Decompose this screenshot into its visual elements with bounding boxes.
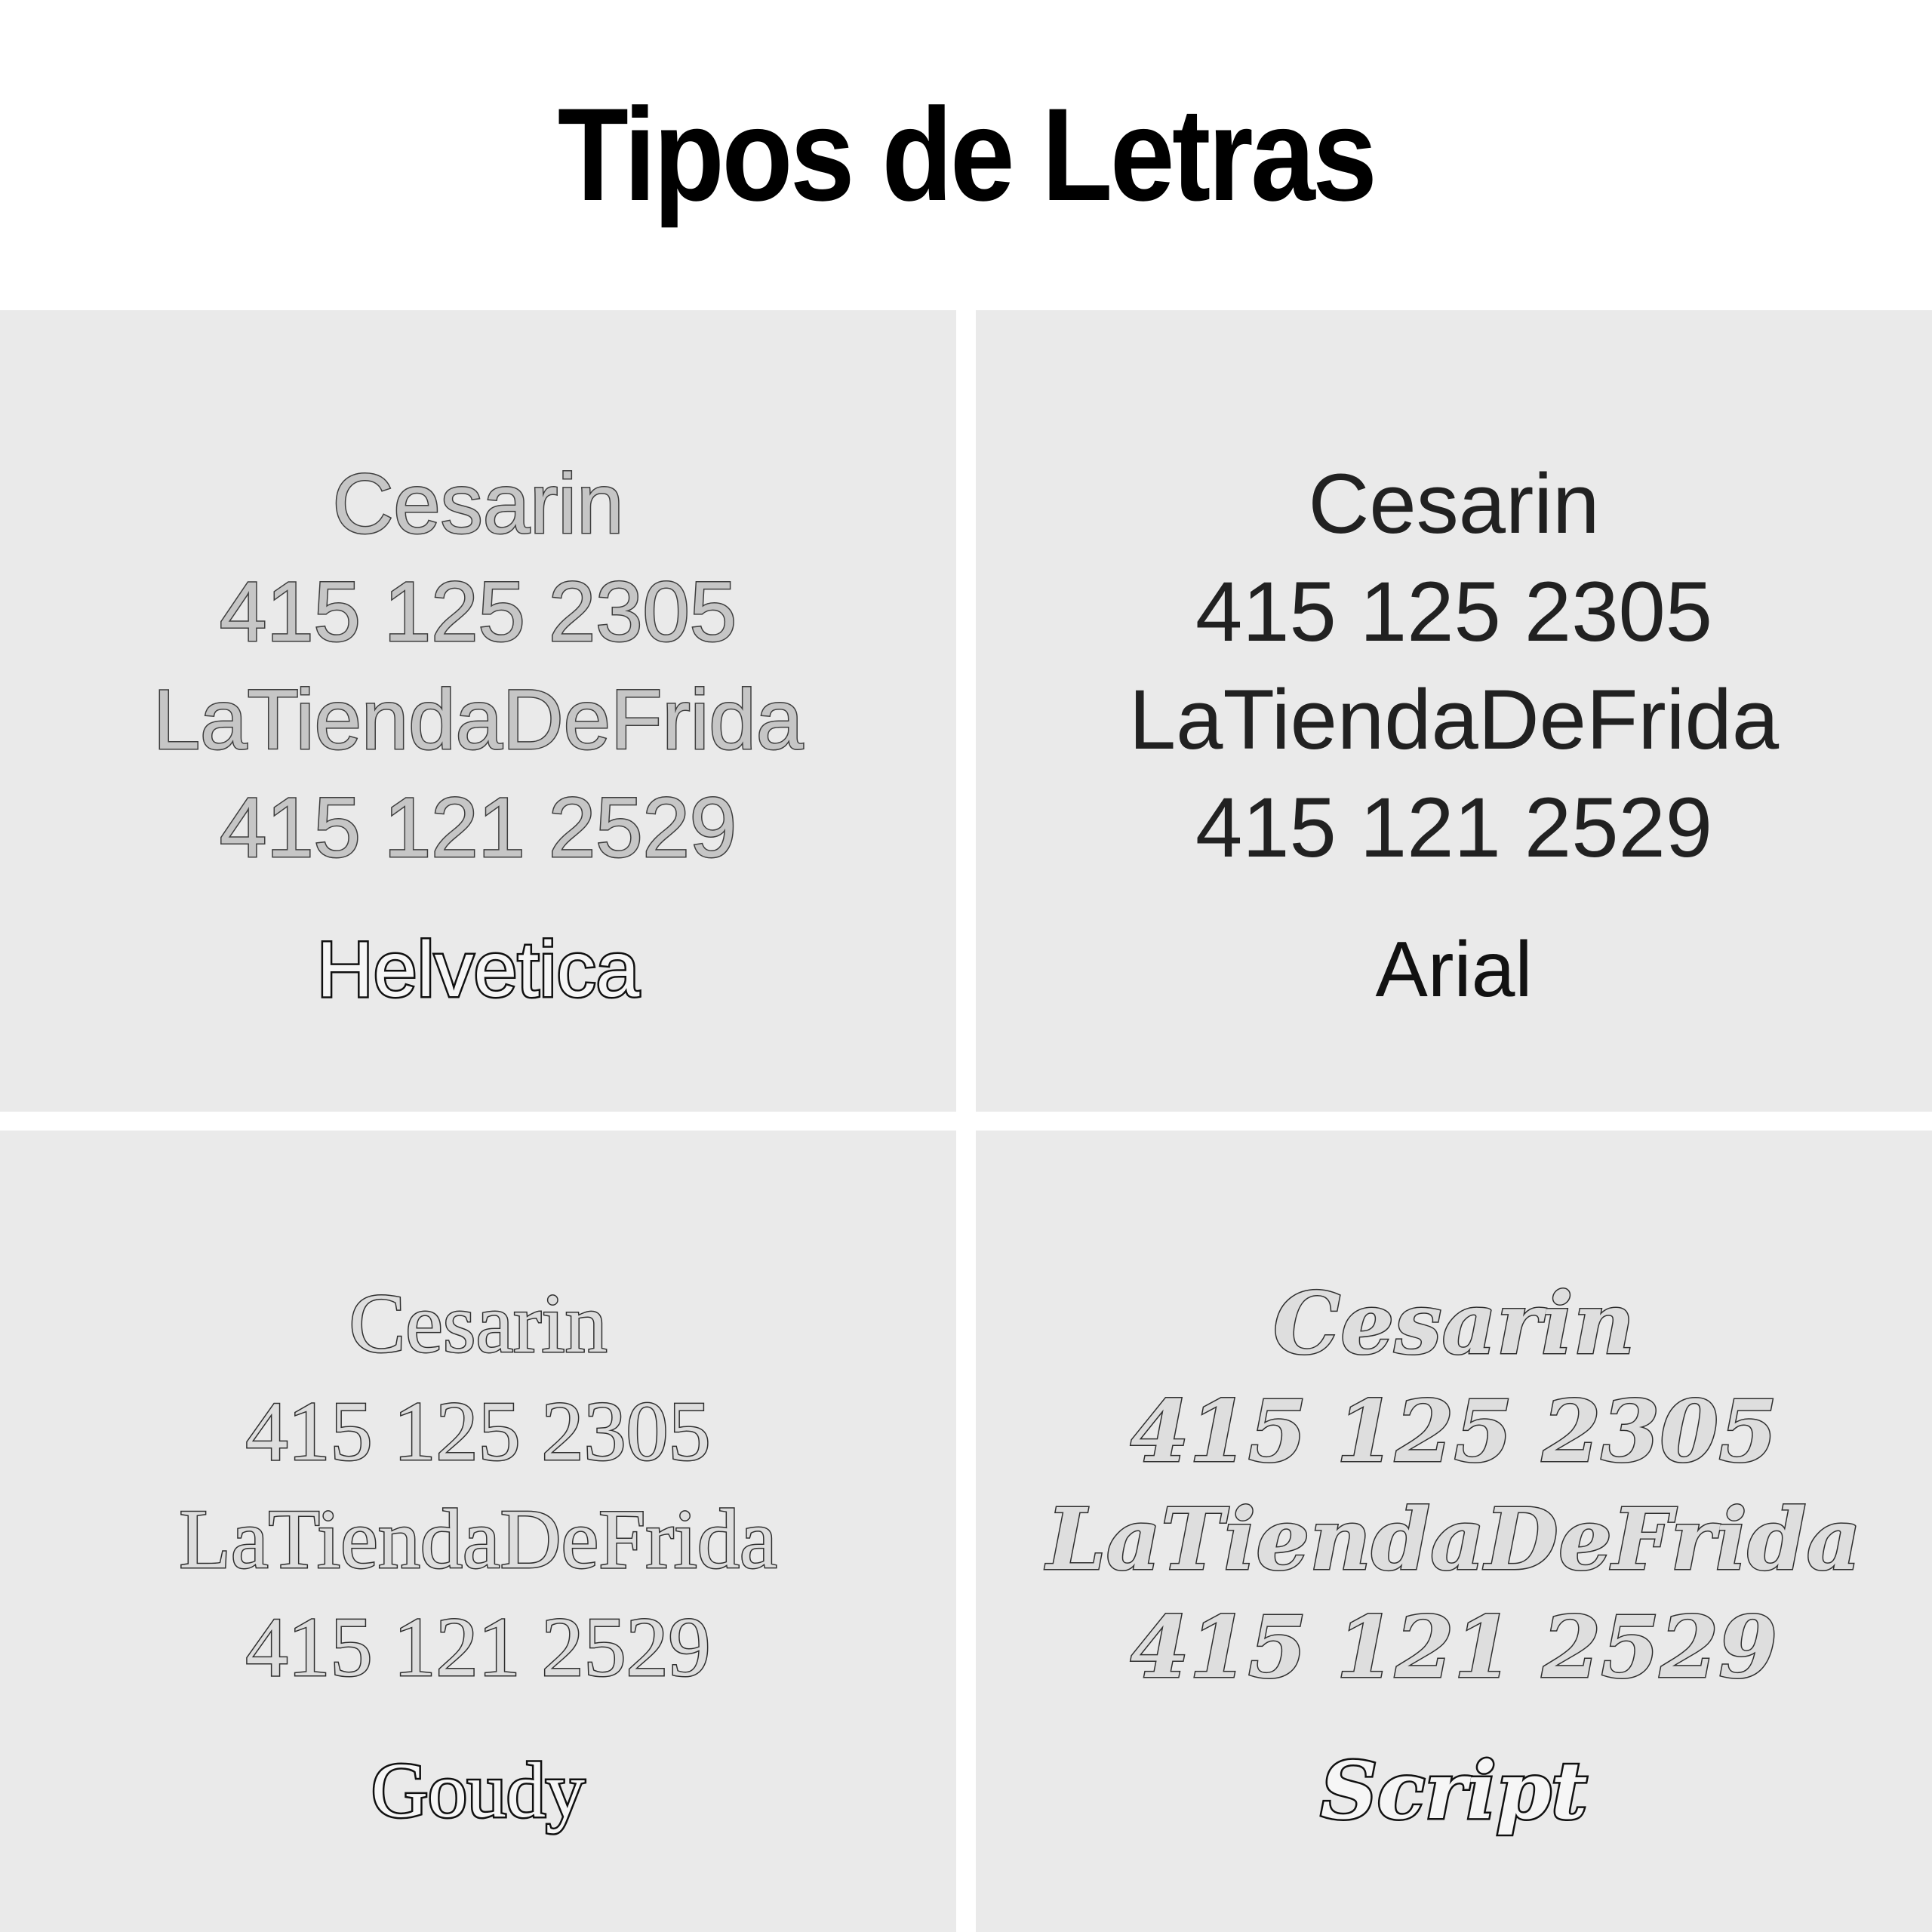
sample-line: 415 125 2305 [245, 1385, 711, 1478]
sample-line: 415 121 2529 [1130, 1598, 1778, 1697]
sample-line: 415 121 2529 [245, 1601, 711, 1694]
panel-goudy [0, 1131, 956, 1932]
sample-line: 415 121 2529 [1195, 780, 1713, 875]
title-band [0, 0, 1932, 310]
sample-line: LaTiendaDeFrida [1128, 672, 1780, 767]
sample-text-block [1129, 450, 1779, 881]
font-label-arial: Arial [1375, 926, 1533, 1014]
sample-line: 415 125 2305 [219, 565, 737, 659]
font-label-helvetica: Helvetica [316, 926, 640, 1014]
panel-arial [976, 310, 1932, 1112]
sample-text-block [1047, 1270, 1861, 1702]
sample-line: LaTiendaDeFrida [1046, 1491, 1862, 1589]
sample-line: 415 125 2305 [1195, 565, 1713, 659]
sample-line: LaTiendaDeFrida [179, 1493, 777, 1586]
sample-line: Cesarin [1272, 1275, 1635, 1374]
sample-line: Cesarin [1308, 457, 1600, 551]
panel-helvetica [0, 310, 956, 1112]
sample-line: 415 121 2529 [219, 780, 737, 875]
sample-line: LaTiendaDeFrida [152, 672, 804, 767]
sample-line: Cesarin [332, 457, 624, 551]
sample-text-block [179, 1270, 777, 1702]
font-sample-grid [0, 310, 1932, 1932]
sample-text-block [153, 450, 803, 881]
font-label-script: Script [1320, 1744, 1588, 1837]
panel-script [976, 1131, 1932, 1932]
sample-line: 415 125 2305 [1130, 1383, 1778, 1481]
page-title: Tipos de Letras [557, 82, 1375, 229]
sample-line: Cesarin [349, 1277, 608, 1371]
font-label-goudy: Goudy [371, 1747, 586, 1834]
